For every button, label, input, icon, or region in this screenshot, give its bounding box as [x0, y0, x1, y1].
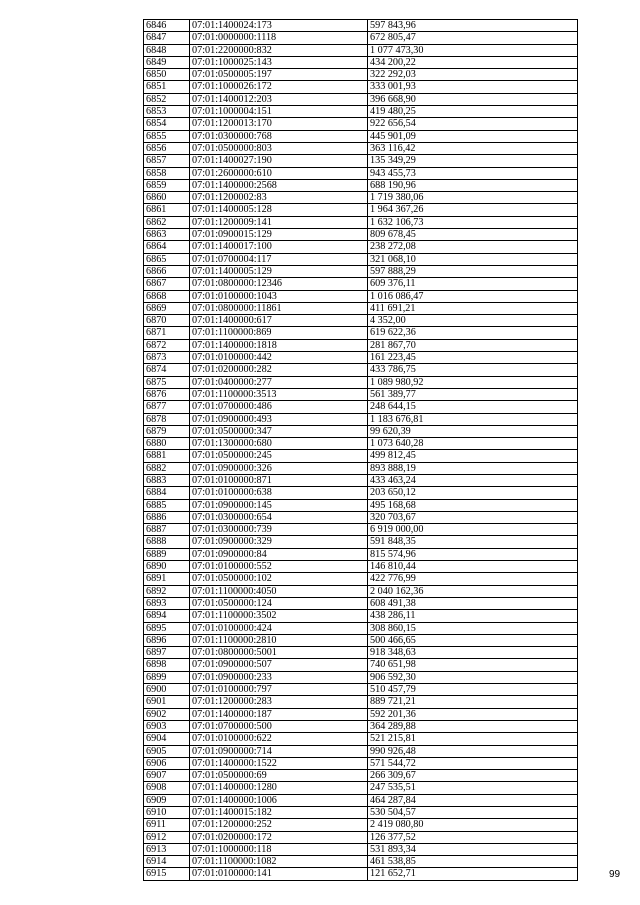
- table-row: [144, 130, 578, 142]
- cadastral-number-cell: 07:01:1100000:3502: [190, 610, 368, 622]
- cadastral-number-cell: 07:01:0100000:552: [190, 561, 368, 573]
- table-row: [144, 327, 578, 339]
- cadastral-number-cell: 07:01:0100000:141: [190, 868, 368, 880]
- row-number-cell: 6883: [144, 474, 190, 486]
- cadastral-number-cell: 07:01:0900000:507: [190, 659, 368, 671]
- amount-cell: 308 860,15: [368, 622, 578, 634]
- table-row: [144, 720, 578, 732]
- cadastral-number-cell: 07:01:1200002:83: [190, 192, 368, 204]
- cadastral-number-cell: 07:01:0100000:424: [190, 622, 368, 634]
- table-row: [144, 684, 578, 696]
- cadastral-number-cell: 07:01:1400000:187: [190, 708, 368, 720]
- table-row: [144, 634, 578, 646]
- amount-cell: 419 480,25: [368, 106, 578, 118]
- cadastral-number-cell: 07:01:1400000:617: [190, 315, 368, 327]
- table-row: [144, 511, 578, 523]
- row-number-cell: 6894: [144, 610, 190, 622]
- table-row: [144, 413, 578, 425]
- cadastral-number-cell: 07:01:1200000:252: [190, 819, 368, 831]
- amount-cell: 322 292,03: [368, 69, 578, 81]
- cadastral-number-cell: 07:01:2200000:832: [190, 44, 368, 56]
- table-row: [144, 794, 578, 806]
- table-row: [144, 388, 578, 400]
- table-row: [144, 352, 578, 364]
- table-row: [144, 155, 578, 167]
- row-number-cell: 6853: [144, 106, 190, 118]
- amount-cell: 500 466,65: [368, 634, 578, 646]
- cadastral-number-cell: 07:01:0000000:1118: [190, 32, 368, 44]
- amount-cell: 608 491,38: [368, 597, 578, 609]
- amount-cell: 1 632 106,73: [368, 216, 578, 228]
- data-table: [143, 19, 578, 881]
- row-number-cell: 6877: [144, 401, 190, 413]
- table-row: [144, 376, 578, 388]
- row-number-cell: 6896: [144, 634, 190, 646]
- amount-cell: 99 620,39: [368, 425, 578, 437]
- cadastral-number-cell: 07:01:1400000:1522: [190, 757, 368, 769]
- table-row: [144, 290, 578, 302]
- table-row: [144, 524, 578, 536]
- row-number-cell: 6879: [144, 425, 190, 437]
- table-row: [144, 561, 578, 573]
- cadastral-number-cell: 07:01:0500000:347: [190, 425, 368, 437]
- row-number-cell: 6909: [144, 794, 190, 806]
- table-row: [144, 216, 578, 228]
- table-row: [144, 807, 578, 819]
- amount-cell: 922 656,54: [368, 118, 578, 130]
- cadastral-number-cell: 07:01:0900000:329: [190, 536, 368, 548]
- cadastral-number-cell: 07:01:0100000:871: [190, 474, 368, 486]
- amount-cell: 1 964 367,26: [368, 204, 578, 216]
- table-row: [144, 192, 578, 204]
- row-number-cell: 6862: [144, 216, 190, 228]
- table-row: [144, 302, 578, 314]
- row-number-cell: 6852: [144, 93, 190, 105]
- amount-cell: 521 215,81: [368, 733, 578, 745]
- amount-cell: 433 786,75: [368, 364, 578, 376]
- row-number-cell: 6861: [144, 204, 190, 216]
- cadastral-number-cell: 07:01:1000025:143: [190, 56, 368, 68]
- table-row: [144, 241, 578, 253]
- table-row: [144, 462, 578, 474]
- amount-cell: 248 644,15: [368, 401, 578, 413]
- amount-cell: 619 622,36: [368, 327, 578, 339]
- row-number-cell: 6875: [144, 376, 190, 388]
- row-number-cell: 6904: [144, 733, 190, 745]
- cadastral-number-cell: 07:01:0500005:197: [190, 69, 368, 81]
- table-row: [144, 142, 578, 154]
- cadastral-number-cell: 07:01:1400000:1280: [190, 782, 368, 794]
- table-row: [144, 20, 578, 32]
- cadastral-number-cell: 07:01:0900000:233: [190, 671, 368, 683]
- table-row: [144, 597, 578, 609]
- row-number-cell: 6846: [144, 20, 190, 32]
- cadastral-number-cell: 07:01:0800000:11861: [190, 302, 368, 314]
- cadastral-number-cell: 07:01:1100000:869: [190, 327, 368, 339]
- table-row: [144, 770, 578, 782]
- cadastral-number-cell: 07:01:1100000:2810: [190, 634, 368, 646]
- row-number-cell: 6907: [144, 770, 190, 782]
- amount-cell: 396 668,90: [368, 93, 578, 105]
- cadastral-number-cell: 07:01:0300000:654: [190, 511, 368, 523]
- row-number-cell: 6856: [144, 142, 190, 154]
- table-row: [144, 32, 578, 44]
- row-number-cell: 6868: [144, 290, 190, 302]
- table-row: [144, 831, 578, 843]
- row-number-cell: 6863: [144, 229, 190, 241]
- table-row: [144, 81, 578, 93]
- amount-cell: 1 073 640,28: [368, 438, 578, 450]
- amount-cell: 320 703,67: [368, 511, 578, 523]
- amount-cell: 364 289,88: [368, 720, 578, 732]
- row-number-cell: 6888: [144, 536, 190, 548]
- row-number-cell: 6886: [144, 511, 190, 523]
- table-row: [144, 69, 578, 81]
- row-number-cell: 6899: [144, 671, 190, 683]
- cadastral-number-cell: 07:01:0100000:638: [190, 487, 368, 499]
- table-row: [144, 622, 578, 634]
- cadastral-number-cell: 07:01:0800000:12346: [190, 278, 368, 290]
- amount-cell: 893 888,19: [368, 462, 578, 474]
- row-number-cell: 6874: [144, 364, 190, 376]
- amount-cell: 464 287,84: [368, 794, 578, 806]
- row-number-cell: 6895: [144, 622, 190, 634]
- amount-cell: 531 893,34: [368, 843, 578, 855]
- amount-cell: 126 377,52: [368, 831, 578, 843]
- row-number-cell: 6882: [144, 462, 190, 474]
- cadastral-number-cell: 07:01:0900015:129: [190, 229, 368, 241]
- table-row: [144, 278, 578, 290]
- amount-cell: 906 592,30: [368, 671, 578, 683]
- table-row: [144, 474, 578, 486]
- cadastral-number-cell: 07:01:1100000:3513: [190, 388, 368, 400]
- table-row: [144, 44, 578, 56]
- cadastral-number-cell: 07:01:1400024:173: [190, 20, 368, 32]
- table-row: [144, 499, 578, 511]
- amount-cell: 495 168,68: [368, 499, 578, 511]
- table-row: [144, 819, 578, 831]
- table-row: [144, 856, 578, 868]
- row-number-cell: 6873: [144, 352, 190, 364]
- table-row: [144, 401, 578, 413]
- row-number-cell: 6870: [144, 315, 190, 327]
- row-number-cell: 6850: [144, 69, 190, 81]
- cadastral-number-cell: 07:01:0100000:622: [190, 733, 368, 745]
- table-row: [144, 93, 578, 105]
- row-number-cell: 6880: [144, 438, 190, 450]
- table-row: [144, 536, 578, 548]
- cadastral-number-cell: 07:01:1000000:118: [190, 843, 368, 855]
- row-number-cell: 6847: [144, 32, 190, 44]
- row-number-cell: 6867: [144, 278, 190, 290]
- row-number-cell: 6902: [144, 708, 190, 720]
- row-number-cell: 6905: [144, 745, 190, 757]
- amount-cell: 597 843,96: [368, 20, 578, 32]
- amount-cell: 918 348,63: [368, 647, 578, 659]
- row-number-cell: 6889: [144, 548, 190, 560]
- cadastral-number-cell: 07:01:0200000:172: [190, 831, 368, 843]
- table-row: [144, 843, 578, 855]
- cadastral-number-cell: 07:01:0800000:5001: [190, 647, 368, 659]
- table-row: [144, 671, 578, 683]
- amount-cell: 1 089 980,92: [368, 376, 578, 388]
- row-number-cell: 6908: [144, 782, 190, 794]
- cadastral-number-cell: 07:01:1400027:190: [190, 155, 368, 167]
- amount-cell: 740 651,98: [368, 659, 578, 671]
- amount-cell: 411 691,21: [368, 302, 578, 314]
- amount-cell: 203 650,12: [368, 487, 578, 499]
- row-number-cell: 6864: [144, 241, 190, 253]
- row-number-cell: 6884: [144, 487, 190, 499]
- row-number-cell: 6855: [144, 130, 190, 142]
- cadastral-number-cell: 07:01:0200000:282: [190, 364, 368, 376]
- amount-cell: 592 201,36: [368, 708, 578, 720]
- amount-cell: 238 272,08: [368, 241, 578, 253]
- cadastral-number-cell: 07:01:1000004:151: [190, 106, 368, 118]
- cadastral-number-cell: 07:01:0900000:326: [190, 462, 368, 474]
- amount-cell: 889 721,21: [368, 696, 578, 708]
- amount-cell: 688 190,96: [368, 179, 578, 191]
- row-number-cell: 6876: [144, 388, 190, 400]
- table-row: [144, 868, 578, 880]
- row-number-cell: 6901: [144, 696, 190, 708]
- amount-cell: 121 652,71: [368, 868, 578, 880]
- row-number-cell: 6878: [144, 413, 190, 425]
- cadastral-number-cell: 07:01:0500000:69: [190, 770, 368, 782]
- amount-cell: 333 001,93: [368, 81, 578, 93]
- table-row: [144, 204, 578, 216]
- cadastral-number-cell: 07:01:0300000:739: [190, 524, 368, 536]
- amount-cell: 1 016 086,47: [368, 290, 578, 302]
- row-number-cell: 6865: [144, 253, 190, 265]
- table-row: [144, 659, 578, 671]
- row-number-cell: 6910: [144, 807, 190, 819]
- table-row: [144, 167, 578, 179]
- cadastral-number-cell: 07:01:1400000:2568: [190, 179, 368, 191]
- table-row: [144, 438, 578, 450]
- cadastral-number-cell: 07:01:0700000:486: [190, 401, 368, 413]
- amount-cell: 1 077 473,30: [368, 44, 578, 56]
- table-row: [144, 265, 578, 277]
- amount-cell: 597 888,29: [368, 265, 578, 277]
- amount-cell: 434 200,22: [368, 56, 578, 68]
- row-number-cell: 6872: [144, 339, 190, 351]
- row-number-cell: 6911: [144, 819, 190, 831]
- amount-cell: 571 544,72: [368, 757, 578, 769]
- row-number-cell: 6881: [144, 450, 190, 462]
- table-row: [144, 757, 578, 769]
- amount-cell: 809 678,45: [368, 229, 578, 241]
- amount-cell: 247 535,51: [368, 782, 578, 794]
- row-number-cell: 6848: [144, 44, 190, 56]
- cadastral-number-cell: 07:01:1100000:4050: [190, 585, 368, 597]
- cadastral-number-cell: 07:01:1400005:128: [190, 204, 368, 216]
- table-row: [144, 573, 578, 585]
- table-row: [144, 253, 578, 265]
- amount-cell: 2 040 162,36: [368, 585, 578, 597]
- cadastral-number-cell: 07:01:0100000:797: [190, 684, 368, 696]
- row-number-cell: 6912: [144, 831, 190, 843]
- cadastral-number-cell: 07:01:0700000:500: [190, 720, 368, 732]
- cadastral-number-cell: 07:01:1200013:170: [190, 118, 368, 130]
- data-table-body: [144, 20, 578, 881]
- row-number-cell: 6854: [144, 118, 190, 130]
- cadastral-number-cell: 07:01:0700004:117: [190, 253, 368, 265]
- row-number-cell: 6857: [144, 155, 190, 167]
- amount-cell: 266 309,67: [368, 770, 578, 782]
- row-number-cell: 6906: [144, 757, 190, 769]
- cadastral-number-cell: 07:01:0100000:1043: [190, 290, 368, 302]
- table-row: [144, 733, 578, 745]
- cadastral-number-cell: 07:01:0900000:493: [190, 413, 368, 425]
- row-number-cell: 6851: [144, 81, 190, 93]
- table-row: [144, 339, 578, 351]
- row-number-cell: 6914: [144, 856, 190, 868]
- amount-cell: 161 223,45: [368, 352, 578, 364]
- table-row: [144, 229, 578, 241]
- table-row: [144, 106, 578, 118]
- amount-cell: 438 286,11: [368, 610, 578, 622]
- row-number-cell: 6898: [144, 659, 190, 671]
- amount-cell: 2 419 080,80: [368, 819, 578, 831]
- cadastral-number-cell: 07:01:1400005:129: [190, 265, 368, 277]
- amount-cell: 135 349,29: [368, 155, 578, 167]
- cadastral-number-cell: 07:01:1400000:1818: [190, 339, 368, 351]
- cadastral-number-cell: 07:01:1300000:680: [190, 438, 368, 450]
- amount-cell: 445 901,09: [368, 130, 578, 142]
- table-row: [144, 548, 578, 560]
- amount-cell: 1 183 676,81: [368, 413, 578, 425]
- table-row: [144, 647, 578, 659]
- cadastral-number-cell: 07:01:1400000:1006: [190, 794, 368, 806]
- row-number-cell: 6892: [144, 585, 190, 597]
- row-number-cell: 6849: [144, 56, 190, 68]
- amount-cell: 499 812,45: [368, 450, 578, 462]
- cadastral-number-cell: 07:01:1100000:1082: [190, 856, 368, 868]
- page-number: 99: [609, 869, 621, 880]
- cadastral-number-cell: 07:01:1400017:100: [190, 241, 368, 253]
- amount-cell: 510 457,79: [368, 684, 578, 696]
- amount-cell: 561 389,77: [368, 388, 578, 400]
- cadastral-number-cell: 07:01:0900000:145: [190, 499, 368, 511]
- table-row: [144, 782, 578, 794]
- row-number-cell: 6900: [144, 684, 190, 696]
- amount-cell: 461 538,85: [368, 856, 578, 868]
- row-number-cell: 6891: [144, 573, 190, 585]
- row-number-cell: 6915: [144, 868, 190, 880]
- table-row: [144, 450, 578, 462]
- cadastral-number-cell: 07:01:0500000:102: [190, 573, 368, 585]
- row-number-cell: 6887: [144, 524, 190, 536]
- row-number-cell: 6869: [144, 302, 190, 314]
- amount-cell: 363 116,42: [368, 142, 578, 154]
- amount-cell: 672 805,47: [368, 32, 578, 44]
- amount-cell: 281 867,70: [368, 339, 578, 351]
- row-number-cell: 6903: [144, 720, 190, 732]
- amount-cell: 146 810,44: [368, 561, 578, 573]
- cadastral-number-cell: 07:01:0500000:803: [190, 142, 368, 154]
- amount-cell: 321 068,10: [368, 253, 578, 265]
- amount-cell: 1 719 380,06: [368, 192, 578, 204]
- row-number-cell: 6871: [144, 327, 190, 339]
- table-row: [144, 585, 578, 597]
- cadastral-number-cell: 07:01:0900000:714: [190, 745, 368, 757]
- row-number-cell: 6859: [144, 179, 190, 191]
- table-row: [144, 610, 578, 622]
- amount-cell: 990 926,48: [368, 745, 578, 757]
- cadastral-number-cell: 07:01:1400015:182: [190, 807, 368, 819]
- amount-cell: 943 455,73: [368, 167, 578, 179]
- row-number-cell: 6893: [144, 597, 190, 609]
- table-row: [144, 696, 578, 708]
- row-number-cell: 6860: [144, 192, 190, 204]
- cadastral-number-cell: 07:01:0100000:442: [190, 352, 368, 364]
- cadastral-number-cell: 07:01:0300000:768: [190, 130, 368, 142]
- cadastral-number-cell: 07:01:1200009:141: [190, 216, 368, 228]
- table-row: [144, 179, 578, 191]
- cadastral-number-cell: 07:01:0500000:245: [190, 450, 368, 462]
- table-row: [144, 745, 578, 757]
- cadastral-number-cell: 07:01:0900000:84: [190, 548, 368, 560]
- amount-cell: 609 376,11: [368, 278, 578, 290]
- amount-cell: 530 504,57: [368, 807, 578, 819]
- table-row: [144, 56, 578, 68]
- amount-cell: 4 352,00: [368, 315, 578, 327]
- amount-cell: 591 848,35: [368, 536, 578, 548]
- amount-cell: 6 919 000,00: [368, 524, 578, 536]
- table-row: [144, 425, 578, 437]
- table-row: [144, 118, 578, 130]
- table-row: [144, 708, 578, 720]
- amount-cell: 422 776,99: [368, 573, 578, 585]
- row-number-cell: 6858: [144, 167, 190, 179]
- cadastral-number-cell: 07:01:0500000:124: [190, 597, 368, 609]
- row-number-cell: 6866: [144, 265, 190, 277]
- cadastral-number-cell: 07:01:1400012:203: [190, 93, 368, 105]
- amount-cell: 815 574,96: [368, 548, 578, 560]
- amount-cell: 433 463,24: [368, 474, 578, 486]
- cadastral-number-cell: 07:01:0400000:277: [190, 376, 368, 388]
- cadastral-number-cell: 07:01:2600000:610: [190, 167, 368, 179]
- row-number-cell: 6897: [144, 647, 190, 659]
- table-row: [144, 487, 578, 499]
- table-row: [144, 315, 578, 327]
- table-row: [144, 364, 578, 376]
- row-number-cell: 6885: [144, 499, 190, 511]
- row-number-cell: 6913: [144, 843, 190, 855]
- row-number-cell: 6890: [144, 561, 190, 573]
- cadastral-number-cell: 07:01:1000026:172: [190, 81, 368, 93]
- cadastral-number-cell: 07:01:1200000:283: [190, 696, 368, 708]
